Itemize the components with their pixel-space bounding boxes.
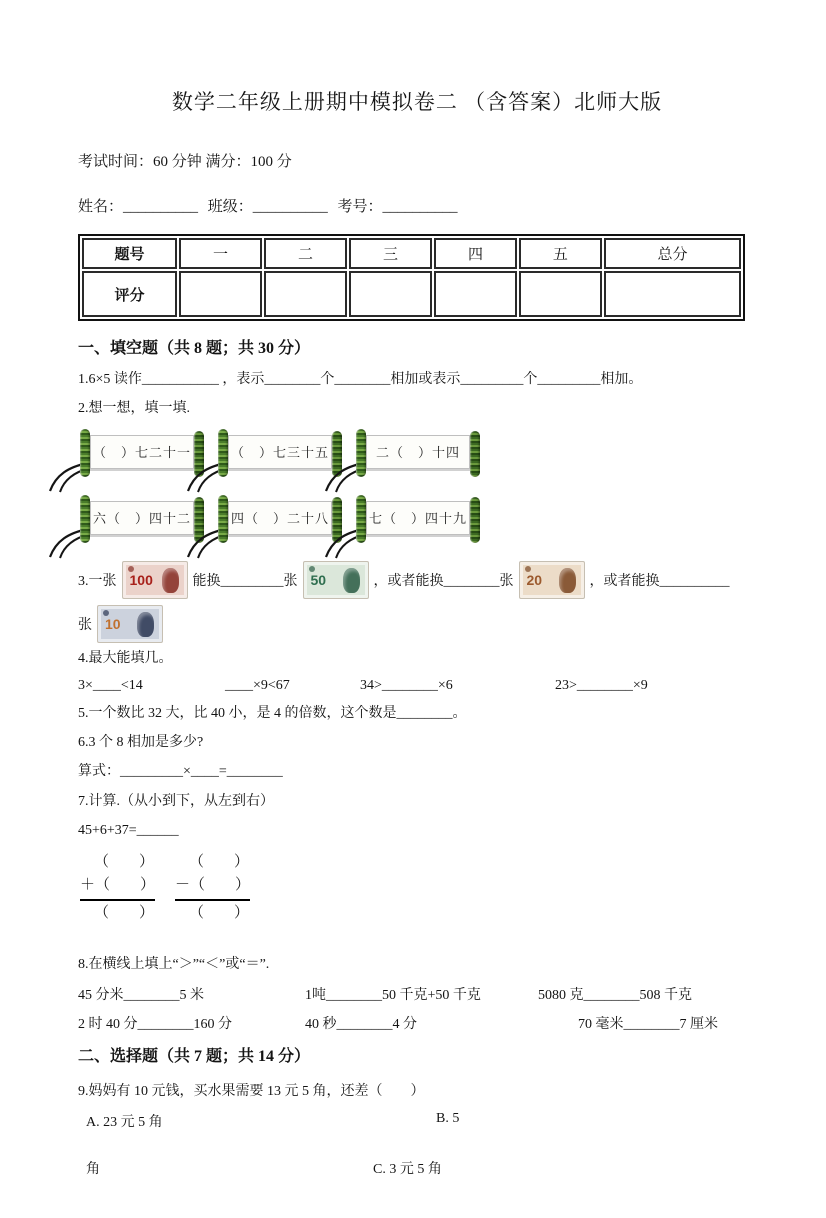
score-row-label: 评分 xyxy=(82,271,177,317)
scroll-text: （ ）七二十一 xyxy=(92,445,191,461)
portrait-icon xyxy=(162,568,179,593)
question-3-text: ，或者能换________张 xyxy=(373,573,514,589)
comparison-item: 5080 克________508 千克 xyxy=(538,988,692,1004)
banknote-10-image xyxy=(97,605,163,643)
question-8: 8.在横线上填上“＞”“＜”或“＝”. xyxy=(78,956,270,972)
scroll-roller-icon xyxy=(218,429,228,477)
question-4-expressions xyxy=(78,678,756,694)
question-3-text: 张 xyxy=(78,617,92,633)
score-cell-empty xyxy=(349,271,432,317)
question-7-expression: 45+6+37=______ xyxy=(78,823,179,839)
inequality-item: 3×____<14 xyxy=(78,677,143,693)
class-field: 班级：__________ xyxy=(207,199,328,215)
vform-subtrahend: －（ ） xyxy=(175,874,250,901)
scroll-paper xyxy=(228,435,332,469)
scroll-image xyxy=(356,429,480,481)
question-3-text: ，或者能换__________ xyxy=(589,573,730,589)
question-9: 9.妈妈有 10 元钱，买水果需要 13 元 5 角，还差（ ） xyxy=(78,1084,425,1100)
scroll-paper xyxy=(90,501,194,535)
score-table-header-row xyxy=(82,238,741,269)
option-b-continued: 角 xyxy=(86,1162,100,1178)
scroll-roller-icon xyxy=(80,429,90,477)
scroll-paper xyxy=(366,501,470,535)
inequality-item: 34>________×6 xyxy=(360,677,453,693)
option-a: A. 23 元 5 角 xyxy=(86,1115,163,1131)
score-table-header-total: 总分 xyxy=(604,238,741,269)
scroll-paper xyxy=(366,435,470,469)
scroll-roller-icon xyxy=(470,497,480,543)
score-table xyxy=(78,234,745,321)
scroll-roller-icon xyxy=(80,495,90,543)
score-cell-empty xyxy=(604,271,741,317)
banknote-denomination: 50 xyxy=(310,571,327,588)
comparison-item: 2 时 40 分________160 分 xyxy=(78,1017,232,1033)
option-c: C. 3 元 5 角 xyxy=(373,1162,442,1178)
scroll-row-1 xyxy=(80,429,756,481)
scroll-text: 六（ ）四十二 xyxy=(92,511,191,527)
exam-info-line: 考试时间：60 分钟 满分：100 分 xyxy=(78,154,292,170)
banknote-denomination: 20 xyxy=(526,571,543,588)
name-field: 姓名：__________ xyxy=(78,199,199,215)
vform-minuend: （ ） xyxy=(189,854,250,871)
score-cell-empty xyxy=(264,271,347,317)
comparison-item: 45 分米________5 米 xyxy=(78,988,204,1004)
score-table-header-1: 一 xyxy=(179,238,262,269)
question-6: 6.3 个 8 相加是多少? xyxy=(78,735,204,751)
scroll-paper xyxy=(90,435,194,469)
banknote-denomination: 10 xyxy=(105,615,121,632)
scroll-row-2 xyxy=(80,495,756,547)
score-table-header-4: 四 xyxy=(434,238,517,269)
question-8-row-1 xyxy=(78,984,756,1004)
comparison-item: 1吨________50 千克+50 千克 xyxy=(305,988,481,1004)
vform-difference: （ ） xyxy=(189,904,250,921)
question-9-options-row-2 xyxy=(78,1158,756,1178)
vform-sum: （ ） xyxy=(94,904,155,921)
score-table-score-row xyxy=(82,271,741,317)
question-8-row-2 xyxy=(78,1013,756,1033)
scroll-roller-icon xyxy=(470,431,480,477)
question-7: 7.计算.（从小到下，从左到右） xyxy=(78,793,274,809)
question-3-line-1 xyxy=(78,561,756,599)
score-cell-empty xyxy=(179,271,262,317)
question-5: 5.一个数比 32 大，比 40 小，是 4 的倍数，这个数是________。 xyxy=(78,705,467,721)
portrait-icon xyxy=(559,568,576,593)
score-table-header-5: 五 xyxy=(519,238,602,269)
student-info-line xyxy=(78,195,756,216)
portrait-icon xyxy=(137,612,154,637)
scroll-text: （ ）七三十五 xyxy=(230,445,329,461)
scroll-roller-icon xyxy=(218,495,228,543)
portrait-icon xyxy=(343,568,360,593)
comparison-item: 70 毫米________7 厘米 xyxy=(578,1017,718,1033)
score-cell-empty xyxy=(434,271,517,317)
vform-addend-2: ＋（ ） xyxy=(80,874,155,901)
question-3-line-2 xyxy=(78,605,756,643)
comparison-item: 40 秒________4 分 xyxy=(305,1017,417,1033)
inequality-item: ____×9<67 xyxy=(225,677,290,693)
scroll-text: 七（ ）四十九 xyxy=(368,511,467,527)
option-b: B. 5 xyxy=(436,1111,460,1127)
score-cell-empty xyxy=(519,271,602,317)
scroll-roller-icon xyxy=(356,495,366,543)
vertical-subtraction-form xyxy=(175,850,250,925)
section-choice-heading: 二、选择题（共 7 题；共 14 分） xyxy=(78,1048,311,1066)
page-title: 数学二年级上册期中模拟卷二 （含答案）北师大版 xyxy=(171,90,663,114)
scroll-roller-icon xyxy=(356,429,366,477)
vertical-computation-forms xyxy=(80,850,756,925)
question-3-text: 能换_________张 xyxy=(192,573,298,589)
scroll-paper xyxy=(228,501,332,535)
scroll-image xyxy=(356,495,480,547)
question-1: 1.6×5 读作___________ ，表示________个________相加或表示_________个_________相加。 xyxy=(78,372,643,387)
question-2: 2.想一想，填一填. xyxy=(78,401,190,417)
score-table-header-qno: 题号 xyxy=(82,238,177,269)
vertical-addition-form xyxy=(80,850,155,925)
question-3-text: 3.一张 xyxy=(78,573,117,589)
score-table-header-3: 三 xyxy=(349,238,432,269)
question-4: 4.最大能填几。 xyxy=(78,650,173,666)
examno-field: 考号：__________ xyxy=(337,199,458,215)
scroll-text: 二（ ）十四 xyxy=(375,445,460,461)
section-fill-heading: 一、填空题（共 8 题；共 30 分） xyxy=(78,340,311,357)
question-6-formula: 算式：_________×____=________ xyxy=(78,764,283,780)
banknote-20-image xyxy=(519,561,585,599)
banknote-50-image xyxy=(303,561,369,599)
inequality-item: 23>________×9 xyxy=(555,677,648,693)
banknote-denomination: 100 xyxy=(129,571,153,588)
scroll-text: 四（ ）二十八 xyxy=(230,511,329,527)
banknote-100-image xyxy=(122,561,188,599)
vform-addend-1: （ ） xyxy=(94,854,155,871)
question-9-options-row-1 xyxy=(78,1111,756,1131)
score-table-header-2: 二 xyxy=(264,238,347,269)
